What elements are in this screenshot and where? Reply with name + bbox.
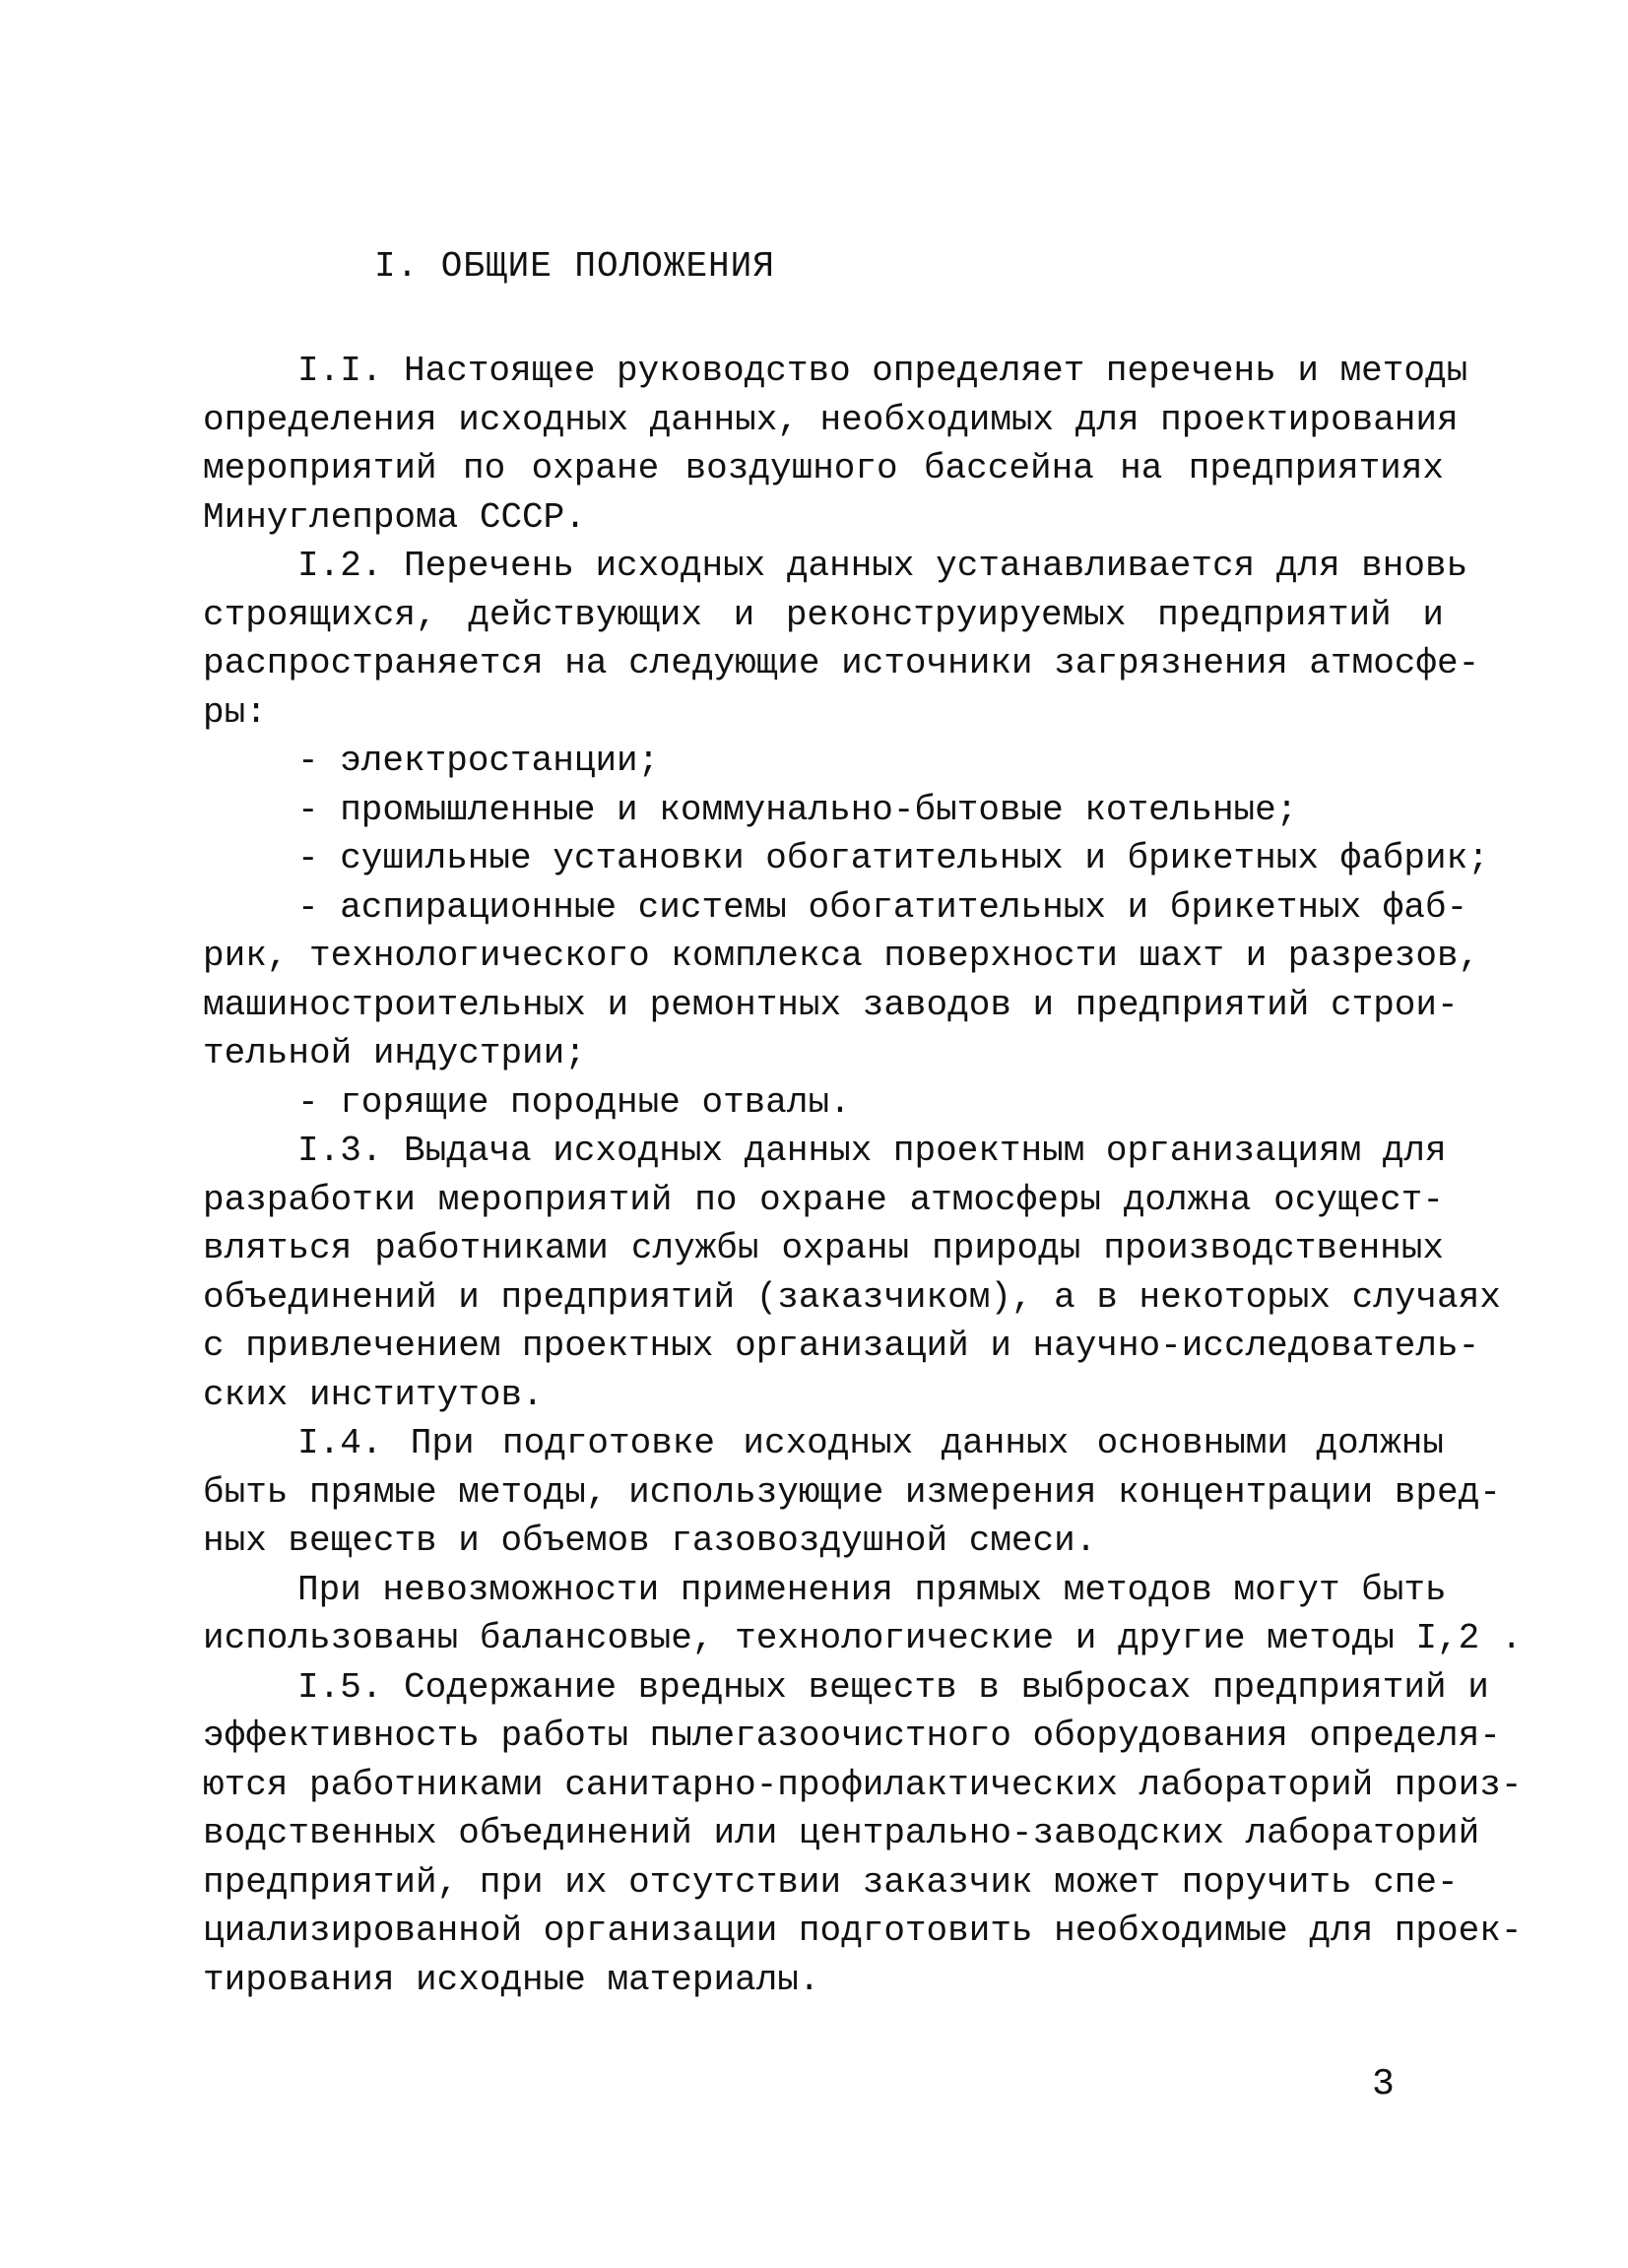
- text-line: I.I. Настоящее руководство определяет перечень и методы: [297, 351, 1468, 391]
- text-line: тирования исходные материалы.: [203, 1959, 820, 2000]
- section-heading: I. ОБЩИЕ ПОЛОЖЕНИЯ: [374, 246, 775, 287]
- text-line: - сушильные установки обогатительных и брикетных фабрик;: [297, 838, 1489, 878]
- text-line: - горящие породные отвалы.: [297, 1081, 851, 1123]
- text-line: - промышленные и коммунально-бытовые котельные;: [297, 789, 1298, 830]
- text-line: Минуглепрома СССР.: [203, 496, 586, 538]
- text-line: использованы балансовые, технологические и другие методы I,2 .: [203, 1618, 1523, 1658]
- text-line: При невозможности применения прямых методов могут быть: [297, 1569, 1447, 1610]
- text-line: объединений и предприятий (заказчиком), а в некоторых случаях: [203, 1276, 1501, 1318]
- text-line: - аспирационные системы обогатительных и брикетных фаб-: [297, 886, 1468, 928]
- text-line: ских институтов.: [203, 1374, 544, 1415]
- text-line: с привлечением проектных организаций и научно-исследователь-: [203, 1326, 1480, 1366]
- text-line: водственных объединений или центрально-заводских лабораторий: [203, 1813, 1480, 1853]
- text-line: предприятий, при их отсутствии заказчик может поручить спе-: [203, 1861, 1459, 1903]
- page-number: 3: [1372, 2063, 1395, 2106]
- document-body: [203, 347, 1523, 2004]
- text-line: рик, технологического комплекса поверхности шахт и разрезов,: [203, 936, 1480, 976]
- text-line: - электростанции;: [297, 741, 660, 781]
- text-line: распространяется на следующие источники загрязнения атмосфе-: [203, 643, 1480, 683]
- text-line: разработки мероприятий по охране атмосферы должна осущест-: [203, 1179, 1444, 1220]
- text-line: I.2. Перечень исходных данных устанавливается для вновь: [297, 546, 1468, 586]
- text-line: ются работниками санитарно-профилактических лабораторий произ-: [203, 1764, 1523, 1805]
- text-line: тельной индустрии;: [203, 1033, 586, 1073]
- text-line: ных веществ и объемов газовоздушной смеси.: [203, 1521, 1097, 1561]
- text-line: быть прямые методы, использующие измерения концентрации вред-: [203, 1471, 1501, 1513]
- text-line: машиностроительных и ремонтных заводов и предприятий строи-: [203, 984, 1459, 1025]
- text-line: I.3. Выдача исходных данных проектным организациям для: [297, 1131, 1447, 1171]
- text-line: циализированной организации подготовить необходимые для проек-: [203, 1911, 1523, 1951]
- text-line: эффективность работы пылегазоочистного оборудования определя-: [203, 1716, 1501, 1756]
- text-line: строящихся, действующих и реконструируемых предприятий и: [203, 594, 1444, 635]
- text-line: вляться работниками службы охраны природы производственных: [203, 1228, 1444, 1268]
- text-line: определения исходных данных, необходимых для проектирования: [203, 399, 1459, 440]
- text-line: ры:: [203, 691, 267, 733]
- text-line: I.5. Содержание вредных веществ в выбросах предприятий и: [297, 1666, 1489, 1708]
- text-line: I.4. При подготовке исходных данных основными должны: [297, 1423, 1444, 1463]
- text-line: мероприятий по охране воздушного бассейна на предприятиях: [203, 448, 1444, 488]
